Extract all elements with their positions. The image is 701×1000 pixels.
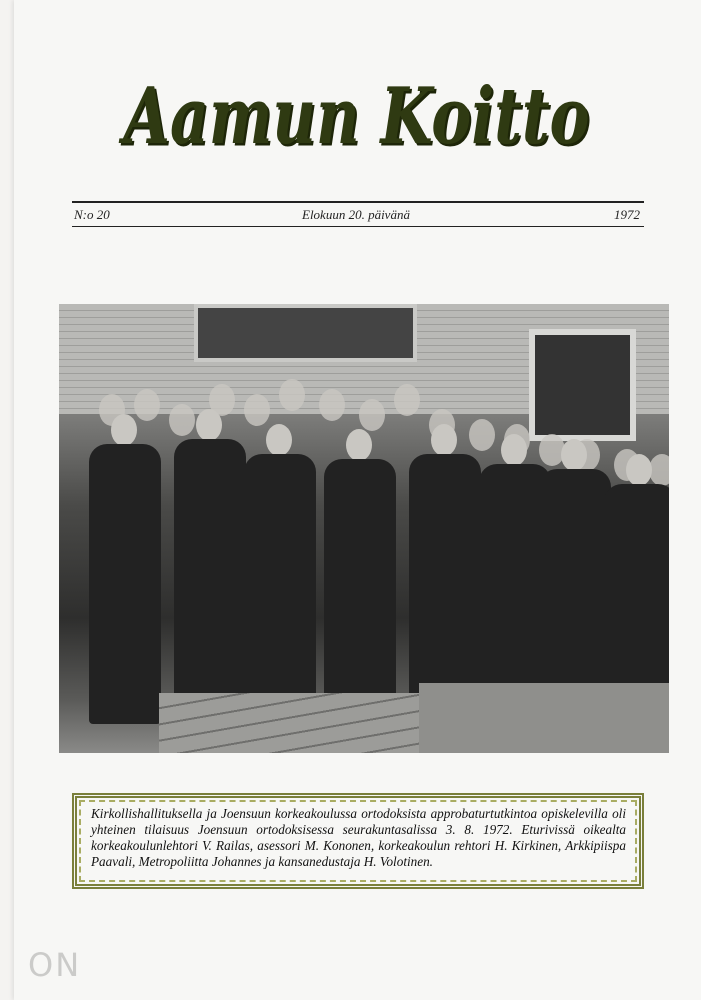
person-head bbox=[431, 424, 457, 456]
person-head bbox=[111, 414, 137, 446]
person-head bbox=[626, 454, 652, 486]
header-rule-bottom bbox=[72, 226, 644, 227]
group-photo bbox=[59, 304, 669, 753]
issue-date: Elokuun 20. päivänä bbox=[302, 207, 410, 222]
person-body bbox=[324, 459, 396, 724]
person-head bbox=[346, 429, 372, 461]
person-body bbox=[89, 444, 161, 724]
crowd bbox=[59, 364, 669, 704]
issue-number: N:o 20 bbox=[74, 207, 110, 222]
person-head bbox=[561, 439, 587, 471]
watermark: ON bbox=[28, 946, 82, 984]
masthead-title: Aamun Koitto bbox=[123, 71, 590, 163]
header-rule-top bbox=[72, 201, 644, 203]
person-head bbox=[169, 404, 195, 436]
photo-caption-box bbox=[72, 793, 644, 889]
person-head bbox=[134, 389, 160, 421]
issue-year: 1972 bbox=[614, 207, 640, 222]
person-head bbox=[501, 434, 527, 466]
gravel-ground bbox=[419, 683, 669, 753]
person-head bbox=[649, 454, 669, 486]
doorway bbox=[194, 304, 417, 362]
person-body bbox=[244, 454, 316, 724]
person-head bbox=[279, 379, 305, 411]
person-head bbox=[319, 389, 345, 421]
person-head bbox=[469, 419, 495, 451]
photo-caption: Kirkollishallituksella ja Joensuun korkeakoulussa ortodoksista approbaturtutkintoa opiskelevilla oli yhteinen tilaisuus Joensuun ortodoksisessa seurakuntasalissa 3. 8. 1972. Eturivissä oikealta korkeakoulunlehtori V. Railas, asessori M. Kononen, korkeakoulun rehtori H. Kirkinen, Arkkipiispa Paavali, Metropoliitta Johannes ja kansanedustaja H. Volotinen. bbox=[91, 806, 626, 869]
person-head bbox=[394, 384, 420, 416]
person-head bbox=[196, 409, 222, 441]
person-body bbox=[174, 439, 246, 724]
person-head bbox=[244, 394, 270, 426]
person-head bbox=[266, 424, 292, 456]
person-head bbox=[359, 399, 385, 431]
